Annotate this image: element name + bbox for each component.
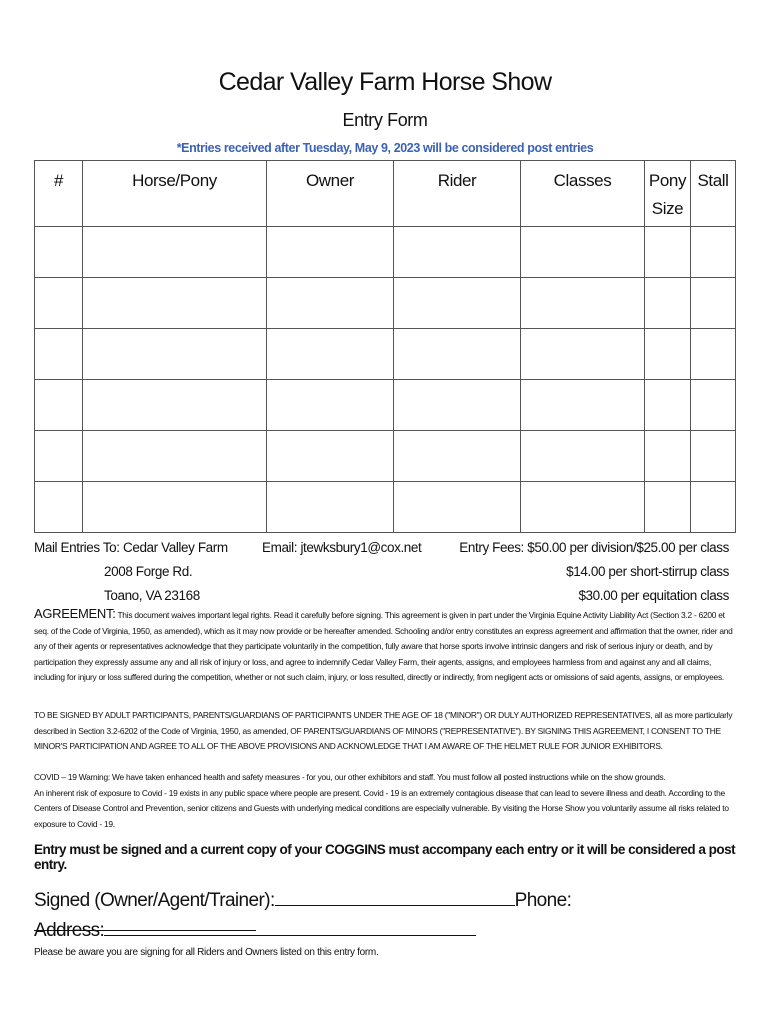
cell-number[interactable] xyxy=(35,380,83,431)
cell-classes[interactable] xyxy=(521,482,645,533)
cell-stall[interactable] xyxy=(691,431,736,482)
cell-owner[interactable] xyxy=(267,482,394,533)
cell-pony-size[interactable] xyxy=(645,380,691,431)
cell-pony-size[interactable] xyxy=(645,329,691,380)
post-entry-notice: *Entries received after Tuesday, May 9, 2023 will be considered post entries xyxy=(176,141,594,155)
cell-classes[interactable] xyxy=(521,380,645,431)
column-header-horse-pony: Horse/Pony xyxy=(83,161,267,227)
mail-address-block xyxy=(34,536,228,608)
cell-number[interactable] xyxy=(35,227,83,278)
address-line[interactable] xyxy=(104,917,476,936)
cell-number[interactable] xyxy=(35,431,83,482)
cell-horse-pony[interactable] xyxy=(83,278,267,329)
cell-rider[interactable] xyxy=(394,380,521,431)
mail-line-3: Toano, VA 23168 xyxy=(104,588,200,603)
cell-horse-pony[interactable] xyxy=(83,329,267,380)
cell-horse-pony[interactable] xyxy=(83,227,267,278)
fee-line-2: $14.00 per short-stirrup class xyxy=(566,564,729,579)
cell-classes[interactable] xyxy=(521,329,645,380)
mail-line-2: 2008 Forge Rd. xyxy=(104,564,193,579)
covid-warning xyxy=(34,770,734,832)
table-row xyxy=(35,278,736,329)
email-contact: Email: jtewksbury1@cox.net xyxy=(262,540,422,555)
table-row xyxy=(35,329,736,380)
table-row xyxy=(35,431,736,482)
table-row xyxy=(35,482,736,533)
entry-fees-block xyxy=(459,536,729,608)
cell-stall[interactable] xyxy=(691,227,736,278)
cell-owner[interactable] xyxy=(267,431,394,482)
cell-number[interactable] xyxy=(35,482,83,533)
cell-pony-size[interactable] xyxy=(645,227,691,278)
form-subtitle: Entry Form xyxy=(342,110,428,130)
mail-line-1: Mail Entries To: Cedar Valley Farm xyxy=(34,540,228,555)
cell-classes[interactable] xyxy=(521,431,645,482)
signed-label: Signed (Owner/Agent/Trainer): xyxy=(34,890,275,911)
column-header-classes: Classes xyxy=(521,161,645,227)
entry-table xyxy=(34,160,736,533)
column-header-owner: Owner xyxy=(267,161,394,227)
cell-owner[interactable] xyxy=(267,278,394,329)
cell-owner[interactable] xyxy=(267,329,394,380)
covid-line-1: COVID – 19 Warning: We have taken enhanced health and safety measures - for you, our other exhibitors and staff. You must follow all posted instructions while on the show grounds. xyxy=(34,772,666,782)
phone-label: Phone: xyxy=(514,890,572,911)
cell-classes[interactable] xyxy=(521,227,645,278)
signing-footnote: Please be aware you are signing for all Riders and Owners listed on this entry form. xyxy=(34,947,379,958)
cell-pony-size[interactable] xyxy=(645,482,691,533)
form-title: Cedar Valley Farm Horse Show xyxy=(218,68,552,96)
fee-line-3: $30.00 per equitation class xyxy=(578,588,729,603)
signature-line[interactable] xyxy=(275,887,515,906)
cell-owner[interactable] xyxy=(267,227,394,278)
agreement-paragraph xyxy=(34,606,734,686)
column-header-pony-size: Pony Size xyxy=(645,161,691,227)
cell-horse-pony[interactable] xyxy=(83,431,267,482)
agreement-label: AGREEMENT: xyxy=(34,606,116,621)
table-row xyxy=(35,227,736,278)
table-row xyxy=(35,380,736,431)
address-row xyxy=(34,917,476,942)
fee-line-1: Entry Fees: $50.00 per division/$25.00 per class xyxy=(459,540,729,555)
table-header-row xyxy=(35,161,736,227)
cell-rider[interactable] xyxy=(394,431,521,482)
cell-stall[interactable] xyxy=(691,380,736,431)
covid-line-2: An inherent risk of exposure to Covid - 19 exists in any public space where people are present. Covid - 19 is an extremely contagious disease that can lead to severe illness and death. According to the Centers of Disease Control and Prevention, senior citizens and Guests with underlying medical conditions are especially vulnerable. By visiting the Horse Show you voluntarily assume all risks related to exposure to Covid - 19. xyxy=(34,787,729,829)
cell-rider[interactable] xyxy=(394,227,521,278)
cell-stall[interactable] xyxy=(691,329,736,380)
cell-owner[interactable] xyxy=(267,380,394,431)
cell-stall[interactable] xyxy=(691,278,736,329)
agreement-text: This document waives important legal rights. Read it carefully before signing. This agreement is given in part under the Virginia Equine Activity Liability Act (Section 3.2 - 6200 et seq. of the Code of Virginia, 1950, as amended), which as it may now provide or be hereafter amended. Schooling and/or entry constitutes an express agreement and affirmation that the owner, rider and any of their agents or representatives acknowledge that they participate voluntarily in the competition, fully aware that horse sports involve intrinsic dangers and risk of serious injury or death, and by participation they expressly assume any and all risk of injury or loss, and agree to indemnify Cedar Valley Farm, their agents, assigns, and employees harmless from and against any and all claims, including for injury or loss suffered during the competition, whether or not such claim, injury, or loss resulted, directly or indirectly, from negligent acts or omissions of said agents, assigns, or employees. xyxy=(34,610,733,682)
minor-consent-paragraph: TO BE SIGNED BY ADULT PARTICIPANTS, PARENTS/GUARDIANS OF PARTICIPANTS UNDER THE AGE OF 18 ("MINOR") OR DULY AUTHORIZED REPRESENTATIVES, all as more particularly described in Section 3.2-6202 of the Code of Virginia, 1950, as amended, OF PARENTS/GUARDIANS OF MINORS ("REPRESENTATIVE"). BY SIGNING THIS AGREEMENT, I CONSENT TO THE MINOR'S PARTICIPATION AND AGREE TO ALL OF THE ABOVE PROVISIONS AND ACKNOWLEDGE THAT I AM AWARE OF THE HELMET RULE FOR JUNIOR EXHIBITORS. xyxy=(34,710,733,751)
cell-number[interactable] xyxy=(35,329,83,380)
cell-number[interactable] xyxy=(35,278,83,329)
column-header-rider: Rider xyxy=(394,161,521,227)
cell-rider[interactable] xyxy=(394,278,521,329)
cell-rider[interactable] xyxy=(394,482,521,533)
cell-horse-pony[interactable] xyxy=(83,380,267,431)
cell-pony-size[interactable] xyxy=(645,278,691,329)
cell-classes[interactable] xyxy=(521,278,645,329)
cell-rider[interactable] xyxy=(394,329,521,380)
column-header-number: # xyxy=(35,161,83,227)
column-header-stall: Stall xyxy=(691,161,736,227)
cell-stall[interactable] xyxy=(691,482,736,533)
coggins-requirement: Entry must be signed and a current copy of your COGGINS must accompany each entry or it will be considered a post entry. xyxy=(34,842,736,872)
cell-pony-size[interactable] xyxy=(645,431,691,482)
cell-horse-pony[interactable] xyxy=(83,482,267,533)
address-label: Address: xyxy=(34,920,105,941)
